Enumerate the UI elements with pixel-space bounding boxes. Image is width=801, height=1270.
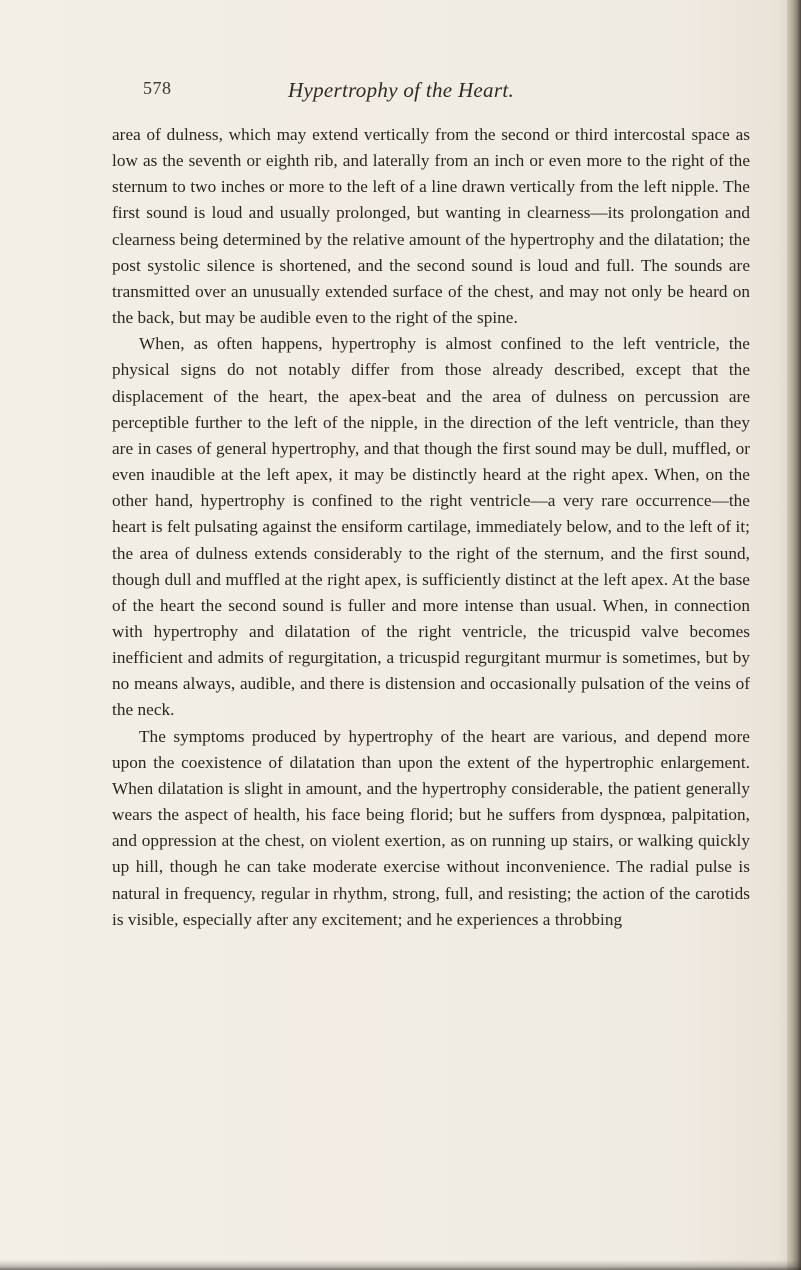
paragraph: When, as often happens, hypertrophy is almost confined to the left ventricle, the physical signs do not notably differ from those already described, except that the displacement of the heart, the apex-beat and the area of dulness on percussion are perceptible further to the left of the nipple, in the direction of the left ventricle, than they are in cases of general hypertrophy, and that though the first sound may be dull, muffled, or even inaudible at the left apex, it may be distinctly heard at the right apex. When, on the other hand, hypertrophy is confined to the right ventricle—a very rare occurrence—the heart is felt pulsating against the ensiform cartilage, immediately below, and to the left of it; the area of dulness extends considerably to the right of the sternum, and the first sound, though dull and muffled at the right apex, is sufficiently distinct at the left apex. At the base of the heart the second sound is fuller and more intense than usual. When, in connection with hypertrophy and dilatation of the right ventricle, the tricuspid valve becomes inefficient and admits of regurgitation, a tricuspid regurgitant murmur is sometimes, but by no means always, audible, and there is distension and occasionally pulsation of the veins of the neck.	[112, 334, 750, 720]
paragraph: The symptoms produced by hypertrophy of the heart are various, and depend more upon the coexistence of dilatation than upon the extent of the hypertrophic enlargement. When dilatation is slight in amount, and the hypertrophy considerable, the patient generally wears the aspect of health, his face being florid; but he suffers from dyspnœa, palpitation, and oppression at the chest, on violent exertion, as on running up stairs, or walking quickly up hill, though he can take moderate exercise without inconvenience. The radial pulse is natural in frequency, regular in rhythm, strong, full, and resisting; the action of the carotids is visible, especially after any excitement; and he experiences a throbbing	[112, 726, 750, 929]
running-title: Hypertrophy of the Heart.	[288, 78, 515, 102]
paragraph-continued: area of dulness, which may extend vertically from the second or third intercostal space as low as the seventh or eighth rib, and laterally from an inch or even more to the right of the sternum to two inches or more to the left of a line drawn vertically from the left nipple. The first sound is loud and usually prolonged, but wanting in clearness—its prolongation and clearness being determined by the relative amount of the hypertrophy and the dilatation; the post systolic silence is shortened, and the second sound is loud and full. The sounds are transmitted over an unusually extended surface of the chest, and may not only be heard on the back, but may be audible even to the right of the spine.	[112, 125, 750, 328]
page-header	[0, 78, 801, 108]
body-text	[112, 122, 750, 933]
page-edge-shadow	[787, 0, 801, 1270]
page-bottom-shadow	[0, 1260, 801, 1270]
page-number: 578	[143, 78, 172, 98]
